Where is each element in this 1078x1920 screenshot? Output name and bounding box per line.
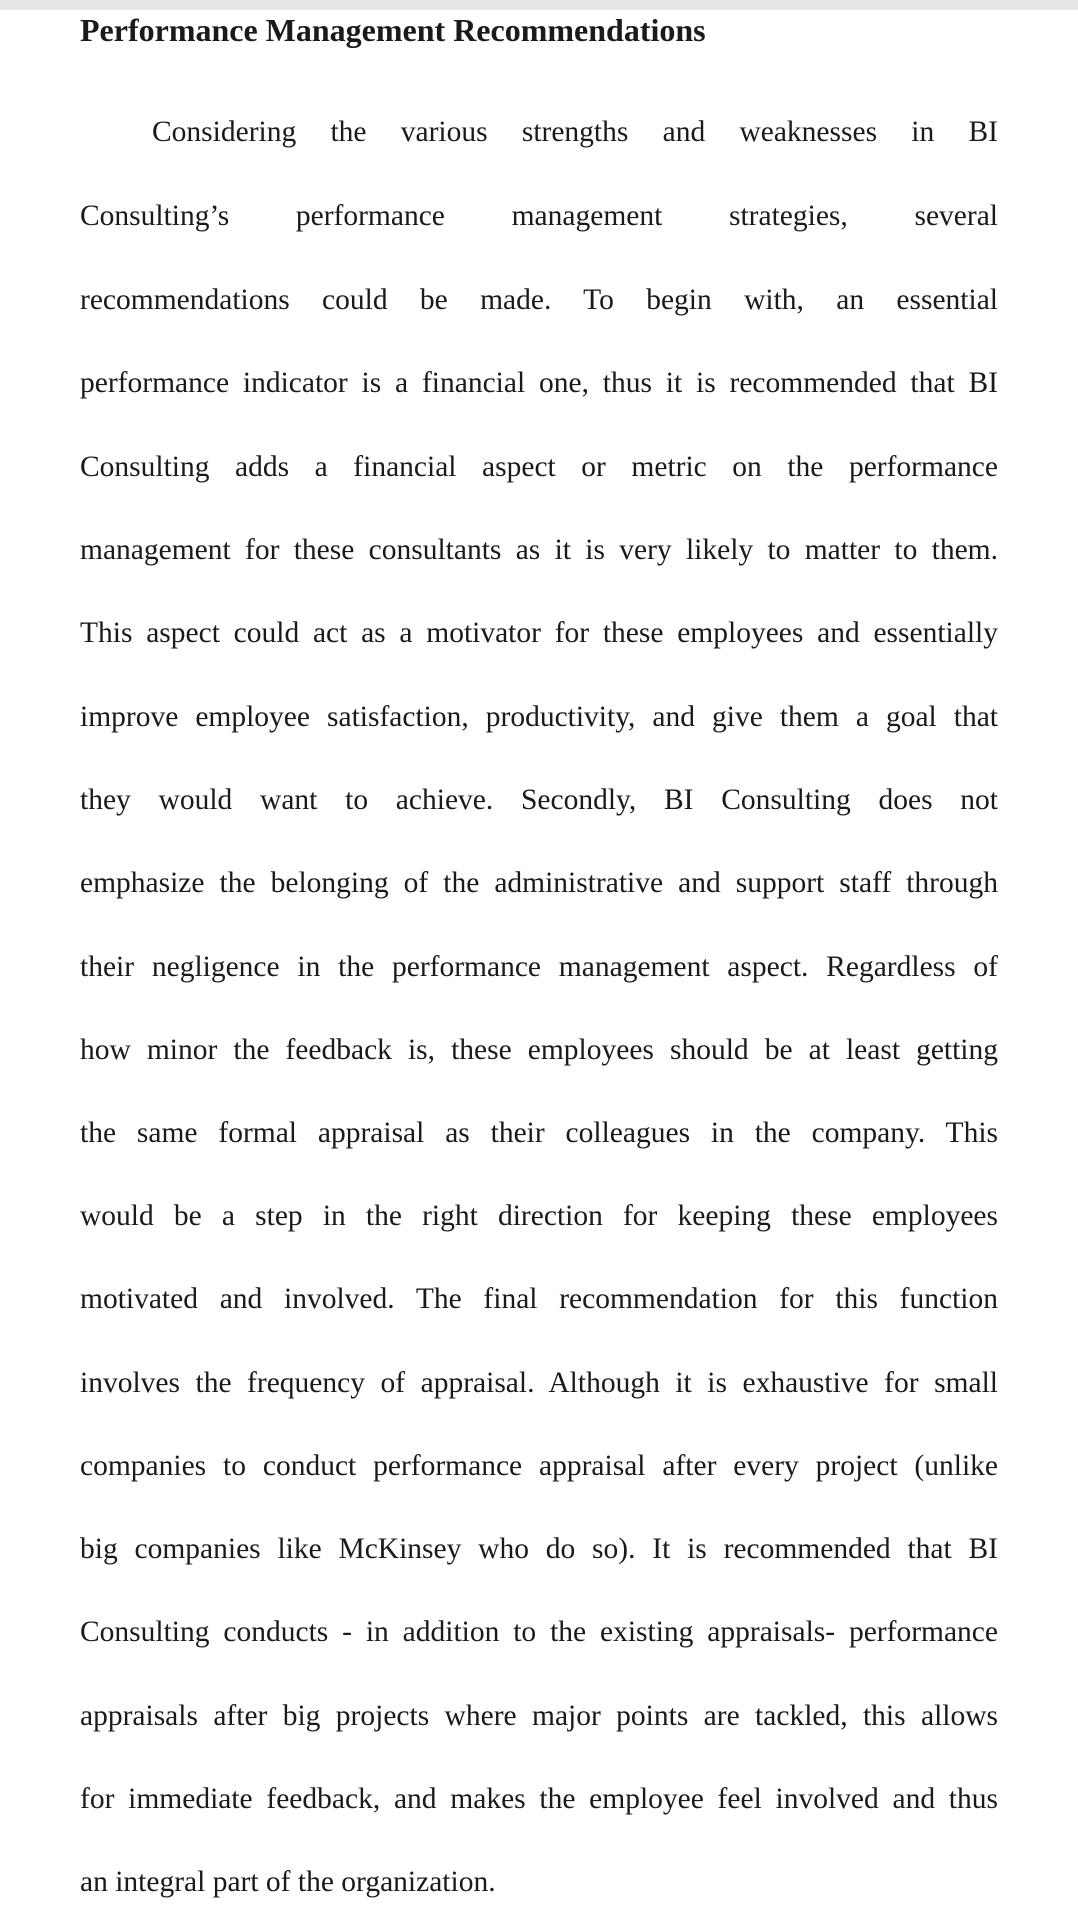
paragraph-line: how minor the feedback is, these employees should be at least getting (80, 1034, 998, 1066)
paragraph-line: companies to conduct performance appraisal after every project (unlike (80, 1450, 998, 1482)
paragraph-line: Consulting adds a financial aspect or metric on the performance (80, 451, 998, 483)
paragraph-line: big companies like McKinsey who do so). It is recommended that BI (80, 1533, 998, 1565)
paragraph-line: This aspect could act as a motivator for these employees and essentially (80, 617, 998, 649)
paragraph-line: performance indicator is a financial one, thus it is recommended that BI (80, 367, 998, 399)
paragraph-line: they would want to achieve. Secondly, BI Consulting does not (80, 784, 998, 816)
paragraph-line: improve employee satisfaction, productivity, and give them a goal that (80, 701, 998, 733)
paragraph-line: management for these consultants as it is very likely to matter to them. (80, 534, 998, 566)
paragraph-line: involves the frequency of appraisal. Although it is exhaustive for small (80, 1367, 998, 1399)
paragraph-line: their negligence in the performance management aspect. Regardless of (80, 951, 998, 983)
paragraph-line: recommendations could be made. To begin with, an essential (80, 284, 998, 316)
paragraph-line: the same formal appraisal as their colleagues in the company. This (80, 1117, 998, 1149)
document-heading: Performance Management Recommendations (80, 12, 706, 48)
paragraph-line: for immediate feedback, and makes the employee feel involved and thus (80, 1783, 998, 1815)
paragraph-line: Consulting conducts - in addition to the existing appraisals- performance (80, 1616, 998, 1648)
paragraph-line-last: an integral part of the organization. (80, 1866, 496, 1898)
paragraph-line: Considering the various strengths and weaknesses in BI (152, 116, 998, 148)
paragraph-line: would be a step in the right direction for keeping these employees (80, 1200, 998, 1232)
paragraph-line: motivated and involved. The final recommendation for this function (80, 1283, 998, 1315)
paragraph-line: appraisals after big projects where major points are tackled, this allows (80, 1700, 998, 1732)
paragraph-line: emphasize the belonging of the administrative and support staff through (80, 867, 998, 899)
paragraph-line: Consulting’s performance management strategies, several (80, 200, 998, 232)
